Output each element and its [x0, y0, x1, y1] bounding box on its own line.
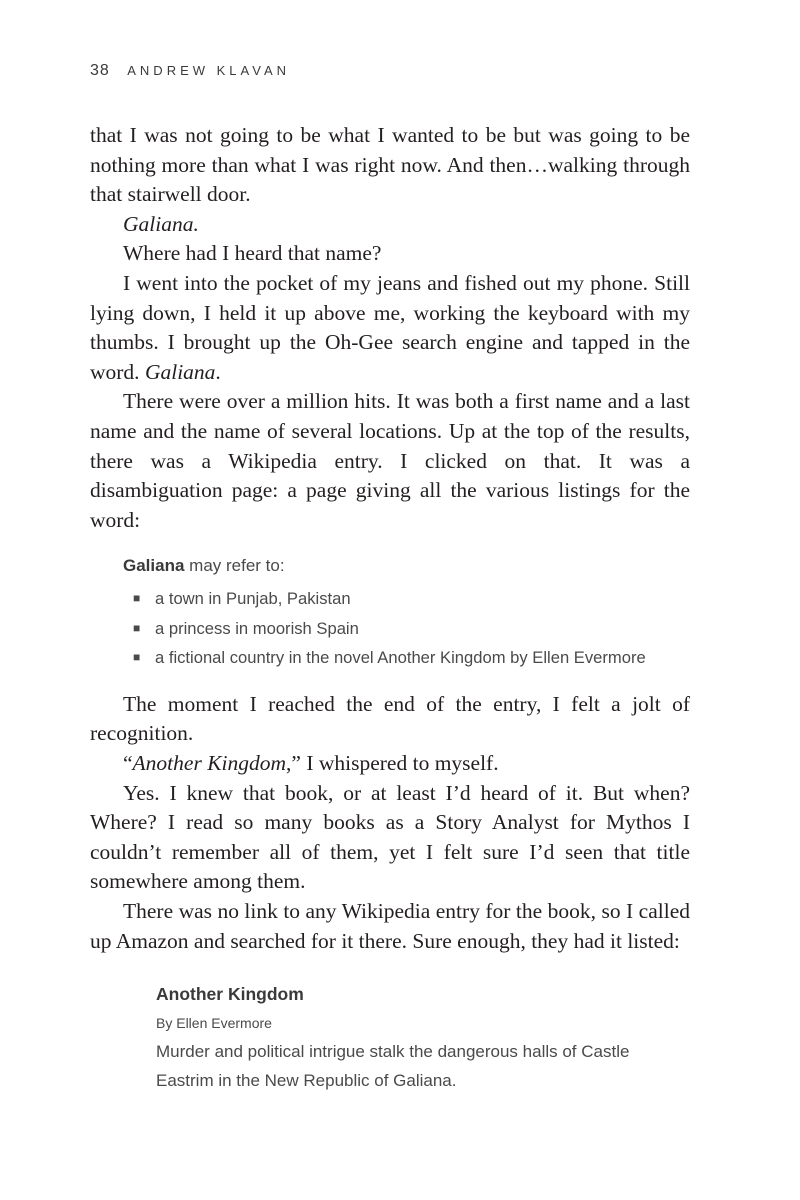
body-text [90, 121, 690, 1095]
book-description: Murder and political intrigue stalk the dangerous halls of Castle Eastrim in the New Republic of Galiana. [156, 1042, 630, 1091]
paragraph [90, 269, 690, 387]
book-author: By Ellen Evermore [156, 1015, 272, 1032]
text-run: I went into the pocket of my jeans and fished out my phone. Still lying down, I held it up above me, working the keyboard with my thumbs. I brought up the Oh-Gee search engine and tapped in the word. [90, 270, 690, 384]
list-item [123, 614, 690, 644]
list-item-text: a town in Punjab, Pakistan [155, 589, 351, 609]
amazon-listing [156, 982, 690, 1095]
page-number: 38 [90, 62, 110, 79]
running-header [90, 62, 290, 80]
italic-text: Galiana [144, 359, 216, 384]
wiki-lead-text: may refer to: [189, 556, 285, 576]
italic-text: Another Kingdom [132, 751, 287, 775]
list-item [123, 643, 690, 673]
list-item [123, 584, 690, 614]
wiki-lead [123, 554, 690, 578]
bullet-icon: ■ [133, 591, 141, 606]
paragraph: Where had I heard that name? [123, 241, 382, 266]
paragraph: There were over a million hits. It was both a first name and a last name and the name of several locations. Up at the top of the results, there was a Wikipedia entry. I clicked on that. It was a disambiguation page: a page giving all the various listings for the word: [90, 389, 690, 532]
text-run: ,” I whispered to myself. [286, 751, 499, 775]
book-title: Another Kingdom [156, 984, 304, 1005]
wiki-disambiguation [123, 554, 690, 673]
bullet-icon: ■ [133, 650, 141, 665]
list-item-text: a fictional country in the novel Another Kingdom by Ellen Evermore [155, 648, 646, 668]
italic-text: Galiana. [123, 211, 199, 236]
paragraph: The moment I reached the end of the entry, I felt a jolt of recognition. [90, 691, 690, 746]
paragraph-italic-galiana [90, 210, 690, 240]
paragraph: There was no link to any Wikipedia entry for the book, so I called up Amazon and searched for it there. Sure enough, they had it listed: [90, 898, 690, 953]
list-item-text: a princess in moorish Spain [155, 618, 359, 638]
open-quote: “ [123, 751, 133, 775]
paragraph-quote [90, 749, 690, 779]
wiki-term: Galiana [123, 556, 185, 576]
paragraph: Yes. I knew that book, or at least I’d heard of it. But when? Where? I read so many books as a Story Analyst for Mythos I couldn’t remember all of them, yet I felt sure I’d seen that title somewhere among them. [90, 780, 690, 894]
paragraph-continuation: that I was not going to be what I wanted to be but was going to be nothing more than what I was right now. And then…walking through that stairwell door. [90, 123, 690, 207]
text-run: . [215, 359, 221, 384]
bullet-icon: ■ [133, 620, 141, 635]
wiki-list [123, 584, 690, 673]
running-author: ANDREW KLAVAN [127, 63, 291, 78]
